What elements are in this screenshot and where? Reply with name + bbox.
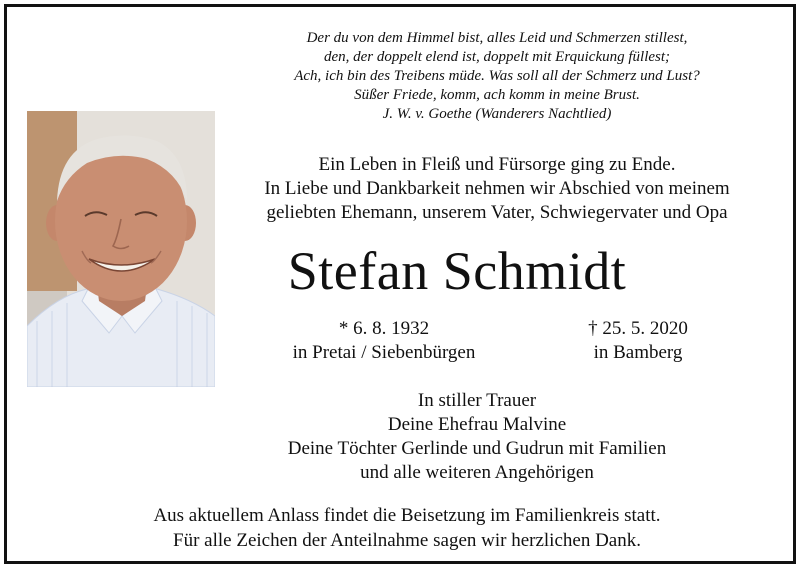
birth-info	[269, 317, 499, 365]
mourners-line: Deine Ehefrau Malvine	[387, 414, 567, 435]
birth-place: in Pretai / Siebenbürgen	[292, 342, 476, 363]
poem-line: Ach, ich bin des Treibens müde. Was soll all der Schmerz und Lust?	[294, 68, 700, 84]
poem-line: Süßer Friede, komm, ach komm in meine Brust.	[354, 87, 640, 103]
intro-line: geliebten Ehemann, unserem Vater, Schwiegervater und Opa	[266, 202, 728, 223]
notice-line: Für alle Zeichen der Anteilnahme sagen wir herzlichen Dank.	[173, 530, 641, 551]
intro-text	[207, 153, 787, 225]
mourners	[237, 389, 717, 485]
birth-date: * 6. 8. 1932	[338, 318, 430, 339]
mourners-line: In stiller Trauer	[417, 390, 537, 411]
deceased-name: Stefan Schmidt	[287, 241, 627, 301]
intro-line: In Liebe und Dankbarkeit nehmen wir Abschied von meinem	[264, 178, 730, 199]
poem-line: den, der doppelt elend ist, doppelt mit Erquickung füllest;	[323, 49, 671, 65]
poem	[207, 29, 787, 124]
obituary-frame	[4, 4, 796, 564]
death-info	[563, 317, 713, 365]
death-date: † 25. 5. 2020	[588, 318, 688, 339]
poem-attribution: J. W. v. Goethe (Wanderers Nachtlied)	[382, 106, 612, 122]
portrait-illustration	[27, 111, 215, 387]
intro-line: Ein Leben in Fleiß und Fürsorge ging zu Ende.	[318, 154, 676, 175]
mourners-line: und alle weiteren Angehörigen	[360, 462, 594, 483]
poem-line: Der du von dem Himmel bist, alles Leid und Schmerzen stillest,	[306, 30, 688, 46]
funeral-notice	[27, 503, 787, 553]
mourners-line: Deine Töchter Gerlinde und Gudrun mit Familien	[287, 438, 667, 459]
death-place: in Bamberg	[593, 342, 683, 363]
notice-line: Aus aktuellem Anlass findet die Beisetzung im Familienkreis statt.	[153, 505, 661, 526]
portrait-photo	[27, 111, 215, 387]
